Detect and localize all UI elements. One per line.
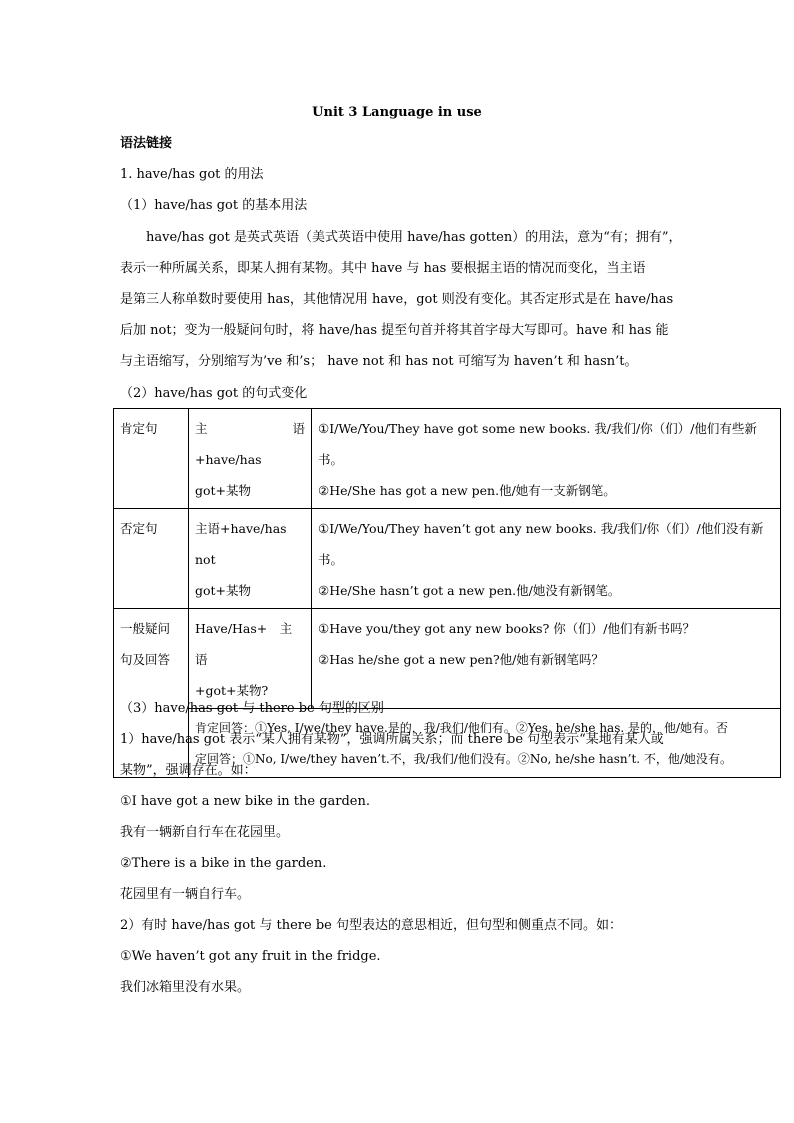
translation-line: 我们冰箱里没有水果。 [120, 980, 251, 995]
type-cell [114, 509, 189, 609]
table-row [114, 409, 781, 509]
structure-cell [189, 609, 312, 709]
paragraph-line: 与主语缩写，分别缩写为’ve 和’s； have not 和 has not 可缩写为 haven’t 和 hasn’t。 [120, 354, 638, 369]
sub3-heading: （3）have/has got 与 there be 句型的区别 [120, 701, 384, 716]
sub1-heading: （1）have/has got 的基本用法 [120, 198, 308, 213]
body-line: 1）have/has got 表示“某人拥有某物”，强调所属关系；而 there be 句型表示“某地有某人或 [120, 732, 664, 747]
example-line: ①I/We/You/They haven’t got any new books. 我/我们/你（们）/他们没有新 [318, 521, 764, 536]
paragraph-line: 表示一种所属关系，即某人拥有某物。其中 have 与 has 要根据主语的情况而变化，当主语 [120, 261, 646, 276]
body-line: 某物”，强调存在。如： [120, 763, 257, 778]
example-sentence: ①I have got a new bike in the garden. [120, 794, 371, 809]
example-sentence: ①We haven’t got any fruit in the fridge. [120, 949, 381, 964]
translation-line: 花园里有一辆自行车。 [120, 887, 251, 902]
example-line: ①I/We/You/They have got some new books. 我/我们/你（们）/他们有些新书。 [318, 421, 757, 467]
examples-cell [312, 609, 781, 709]
examples-cell [312, 409, 781, 509]
sentence-pattern-table [113, 408, 781, 778]
structure-line: 主语+have/has not [195, 521, 287, 567]
section-heading: 语法链接 [120, 136, 173, 151]
page-title: Unit 3 Language in use [312, 105, 482, 120]
example-line: ②Has he/she got a new pen?他/她有新钢笔吗？ [318, 652, 604, 667]
table-row [114, 509, 781, 609]
structure-line: Have/Has+ 主 语 [195, 621, 305, 667]
example-line: ①Have you/they got any new books? 你（们）/他们有新书吗？ [318, 621, 695, 636]
sub2-heading: （2）have/has got 的句式变化 [120, 386, 308, 401]
answer-line: 定回答：①No, I/we/they haven’t.不，我/我们/他们没有。②No, he/she hasn’t. 不，他/她没有。 [195, 752, 732, 766]
paragraph-line: 后加 not；变为一般疑问句时，将 have/has 提至句首并将其首字母大写即可。have 和 has 能 [120, 323, 669, 338]
translation-line: 我有一辆新自行车在花园里。 [120, 825, 290, 840]
structure-cell [189, 509, 312, 609]
answer-line: 肯定回答：①Yes, I/we/they have.是的，我/我们/他们有。②Yes, he/she has. 是的，他/她有。否 [195, 721, 729, 735]
table-row [114, 609, 781, 709]
point1-heading: 1. have/has got 的用法 [120, 167, 264, 182]
type-cell [114, 409, 189, 509]
type-label: 肯定句 [120, 421, 158, 436]
type-label: 句及回答 [120, 652, 171, 667]
structure-line: got+某物 [195, 583, 252, 598]
structure-line: 主 语 +have/has [195, 421, 318, 467]
example-line: ②He/She hasn’t got a new pen.他/她没有新钢笔。 [318, 583, 621, 598]
type-label: 否定句 [120, 521, 158, 536]
type-label: 一般疑问 [120, 621, 171, 636]
sub1-paragraph [120, 228, 682, 383]
example-line: ②He/She has got a new pen.他/她有一支新钢笔。 [318, 483, 616, 498]
example-line: 书。 [318, 552, 344, 567]
examples-cell [312, 509, 781, 609]
body-line: 2）有时 have/has got 与 there be 句型表达的意思相近，但句型和侧重点不同。如： [120, 918, 622, 933]
example-sentence: ②There is a bike in the garden. [120, 856, 327, 871]
paragraph-line: 是第三人称单数时要使用 has，其他情况用 have，got 则没有变化。其否定形式是在 have/has [120, 292, 674, 307]
paragraph-line: have/has got 是英式英语（美式英语中使用 have/has gotten）的用法，意为“有；拥有”， [120, 230, 682, 245]
structure-cell [189, 409, 318, 509]
type-cell [114, 609, 189, 778]
structure-line: +got+某物? [195, 683, 269, 698]
structure-line: got+某物 [195, 483, 252, 498]
